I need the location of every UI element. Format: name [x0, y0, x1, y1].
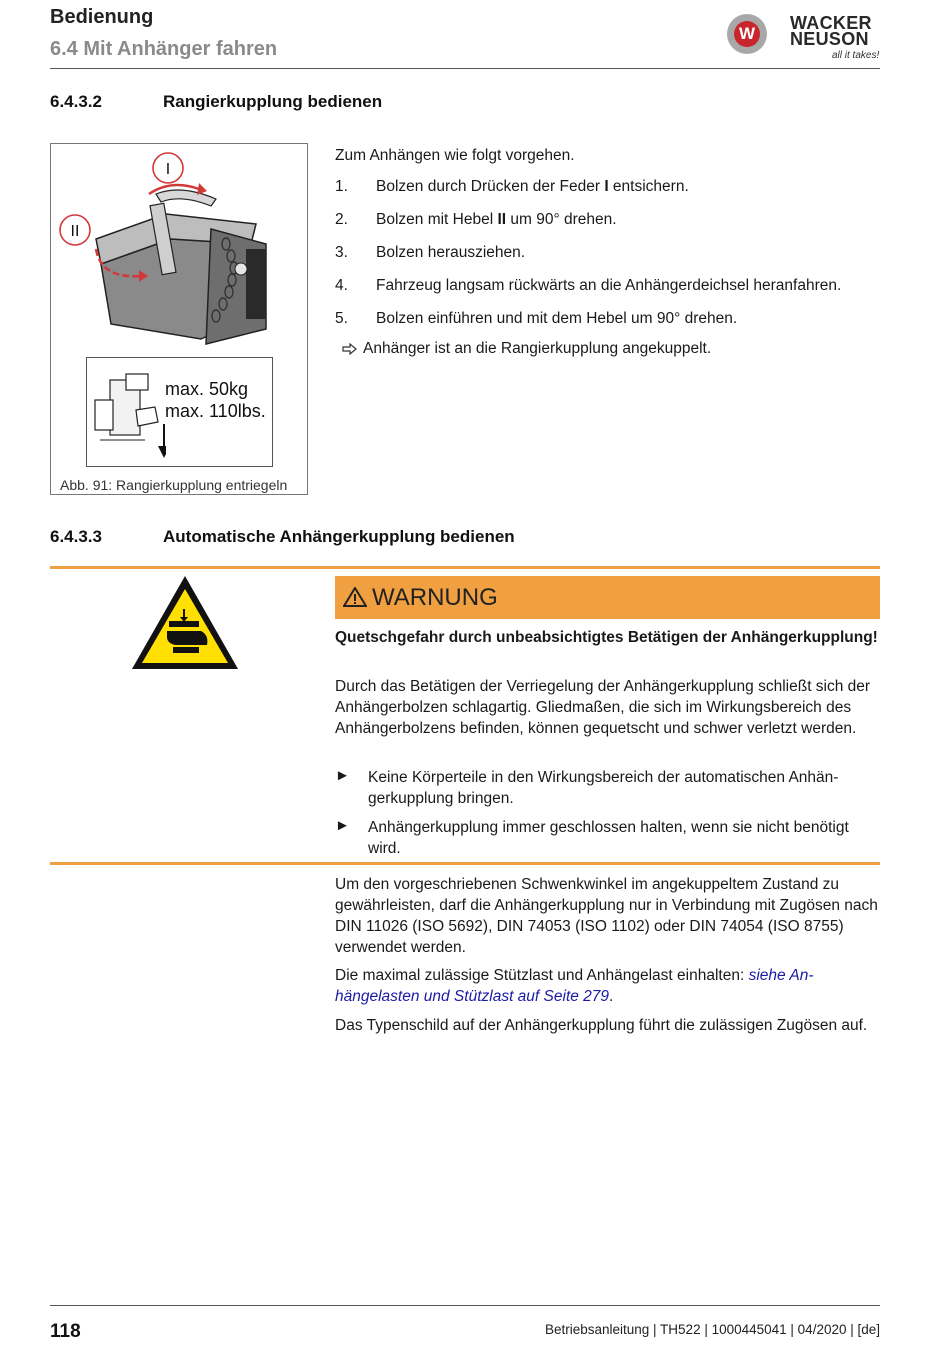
intro-text: Zum Anhängen wie folgt vorgehen.	[335, 147, 575, 164]
load-limits-link[interactable]: siehe Anhängelasten und Stützlast auf Seite 279	[335, 967, 814, 1005]
section2-number: 6.4.3.3	[50, 527, 102, 546]
step-number: 5.	[335, 310, 348, 327]
step-number: 1.	[335, 178, 348, 195]
warning-bottom-rule	[50, 862, 880, 865]
warning-bullet: Keine Körperteile in den Wirkungsbereich der automatischen Anhängerkupplung bringen.	[368, 769, 839, 807]
warning-text: Durch das Betätigen der Verriegelung der Anhängerkupplung schließt sich der Anhängerbolzen schlagartig. Gliedmaßen, die sich im Wirkungsbereich des Anhängerbolzens befinden, können gequetscht und schwer verletzt werden.	[335, 678, 871, 737]
weight-diagram	[90, 362, 166, 462]
paragraph-load-limits: Die maximal zulässige Stützlast und Anhängelast einhalten: siehe Anhängelasten und Stützlast auf Seite 279.	[335, 967, 814, 1005]
crush-hazard-icon	[129, 573, 241, 673]
bullet-arrow-icon: ►	[335, 817, 350, 834]
warning-headline: Quetschgefahr durch unbeabsichtigtes Betätigen der Anhängerkupplung!	[335, 629, 878, 646]
header-divider	[50, 68, 880, 69]
weight-label	[165, 378, 266, 422]
document-info: Betriebsanleitung | TH522 | 1000445041 | 04/2020 | [de]	[544, 1322, 880, 1337]
weight-lbs: max. 110lbs.	[165, 401, 266, 421]
result-arrow-icon	[342, 343, 358, 355]
coupling-illustration	[51, 144, 307, 354]
step-text: Bolzen mit Hebel II um 90° drehen.	[376, 211, 617, 228]
step-text: Bolzen einführen und mit dem Hebel um 90° drehen.	[376, 310, 738, 327]
warning-top-rule	[50, 566, 880, 569]
label-II: II	[70, 223, 80, 240]
step-text: Fahrzeug langsam rückwärts an die Anhängerdeichsel heranfahren.	[376, 277, 842, 294]
step-number: 2.	[335, 211, 348, 228]
paragraph-nameplate: Das Typenschild auf der Anhängerkupplung führt die zulässigen Zugösen auf.	[335, 1017, 868, 1034]
brand-logo-line2: NEUSON	[790, 29, 869, 49]
section1-number: 6.4.3.2	[50, 92, 102, 111]
result-text: Anhänger ist an die Rangierkupplung angekuppelt.	[363, 340, 712, 357]
step-number: 3.	[335, 244, 348, 261]
figure-caption: Abb. 91: Rangierkupplung entriegeln	[60, 477, 288, 493]
step-text: Bolzen durch Drücken der Feder I entsichern.	[376, 178, 689, 195]
section1-title: Rangierkupplung bedienen	[163, 92, 383, 111]
warning-label: WARNUNG	[372, 584, 498, 611]
section-heading: 6.4 Mit Anhänger fahren	[50, 38, 278, 60]
brand-logo-line1: WACKER	[790, 13, 872, 33]
chapter-title: Bedienung	[50, 6, 154, 28]
bullet-arrow-icon: ►	[335, 767, 350, 784]
brand-tagline: all it takes!	[832, 50, 880, 61]
brand-logo-mark: W	[734, 21, 760, 47]
paragraph-drawbar: Um den vorgeschriebenen Schwenkwinkel im angekuppeltem Zustand zu gewährleisten, darf die Anhängerkupplung nur in Verbindung mit Zugösen nach DIN 11026 (ISO 5692), DIN 74053 (ISO 1102) oder DIN 74054 (ISO 8755) verwendet werden.	[335, 876, 878, 956]
page-number: 118	[50, 1321, 81, 1342]
weight-kg: max. 50kg	[165, 379, 249, 399]
label-I: I	[165, 161, 171, 178]
warning-icon	[343, 587, 367, 607]
warning-bullet: Anhängerkupplung immer geschlossen halten, wenn sie nicht benötigt wird.	[368, 819, 849, 857]
step-number: 4.	[335, 277, 348, 294]
brand-logo-text	[790, 15, 872, 47]
section2-title: Automatische Anhängerkupplung bedienen	[163, 527, 515, 546]
footer-divider	[50, 1305, 880, 1306]
step-text: Bolzen herausziehen.	[376, 244, 526, 261]
